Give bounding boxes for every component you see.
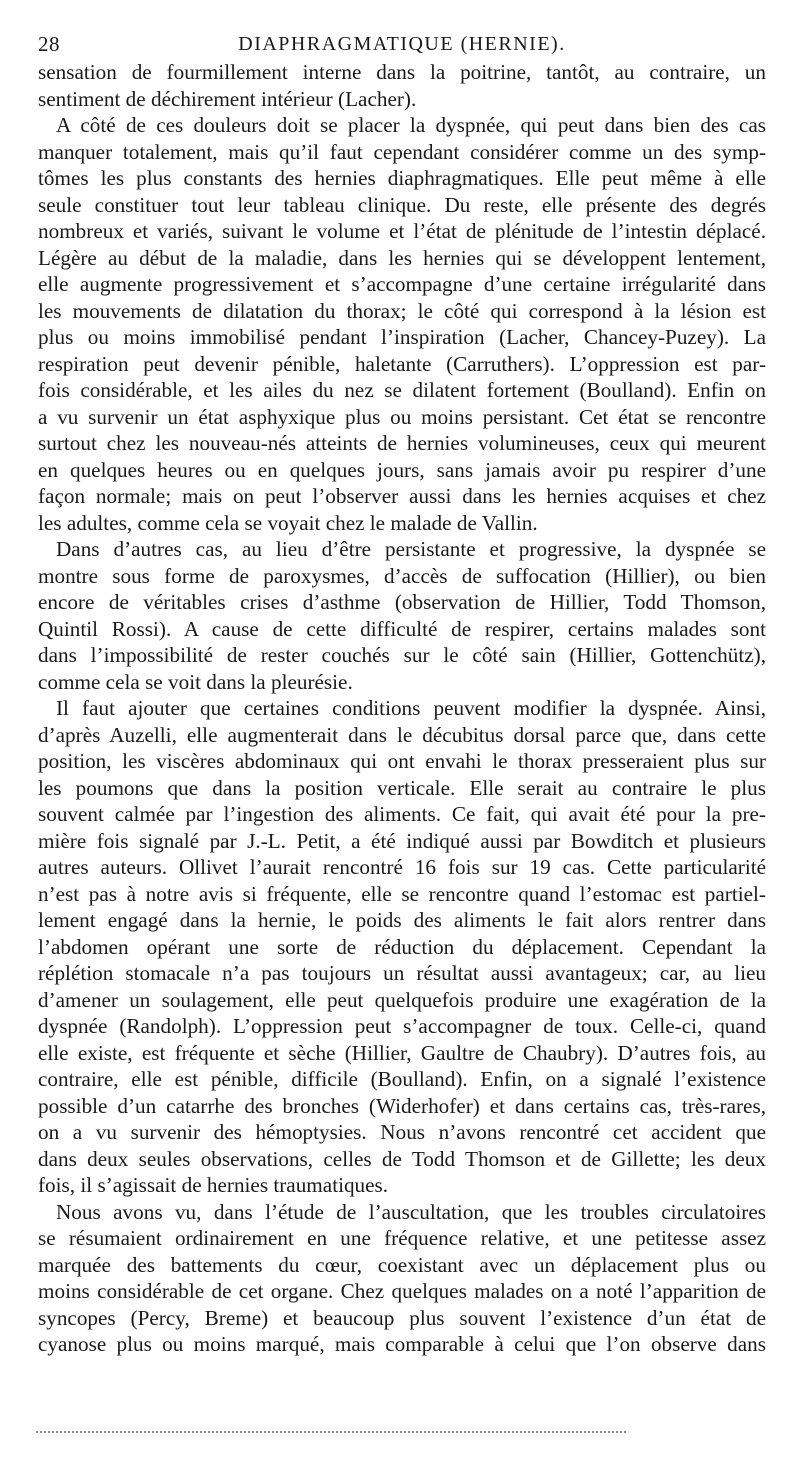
text-line: Nous avons vu, dans l’étude de l’auscultation, que les troubles circulatoires [56, 1199, 766, 1224]
text-line: fois, il s’agissait de hernies traumatiques. [38, 1173, 389, 1197]
paragraph [38, 695, 766, 1199]
page-number: 28 [38, 32, 60, 56]
text-line: sensation de fourmillement interne dans la poitrine, tantôt, au contraire, un [38, 60, 766, 84]
text-line: syncopes (Percy, Breme) et beaucoup plus souvent l’existence d’un état de [38, 1305, 766, 1330]
text-line: Quintil Rossi). A cause de cette difficulté de respirer, certains malades sont [38, 616, 766, 641]
text-line: en quelques heures ou en quelques jours, sans jamais avoir pu respirer d’une [38, 457, 766, 482]
text-line: on a vu survenir des hémoptysies. Nous n’avons rencontré cet accident que [38, 1120, 766, 1144]
text-line: A côté de ces douleurs doit se placer la dyspnée, qui peut dans bien des cas [56, 113, 766, 137]
text-line: les mouvements de dilatation du thorax; le côté qui correspond à la lésion est [38, 298, 766, 323]
text-line: mière fois signalé par J.-L. Petit, a été indiqué aussi par Bowditch et plusieurs [38, 828, 766, 853]
text-line: marquée des battements du cœur, coexistant avec un déplacement plus ou [38, 1252, 766, 1277]
text-line: lement engagé dans la hernie, le poids des aliments le fait alors rentrer dans [38, 908, 766, 932]
text-line: Légère au début de la maladie, dans les hernies qui se développent lentement, [38, 245, 766, 270]
text-line: plus ou moins immobilisé pendant l’inspiration (Lacher, Chancey-Puzey). La [38, 325, 766, 349]
paragraph [38, 112, 766, 536]
text-line: manquer totalement, mais qu’il faut cependant considérer comme un des symp- [38, 139, 766, 164]
text-line: respiration peut devenir pénible, haletante (Carruthers). L’oppression est par- [38, 351, 766, 376]
text-line: n’est pas à notre avis si fréquente, elle se rencontre quand l’estomac est partiel- [38, 881, 766, 906]
text-line: les poumons que dans la position verticale. Elle serait au contraire le plus [38, 775, 766, 800]
text-line: les adultes, comme cela se voyait chez le malade de Vallin. [38, 510, 538, 535]
text-line: surtout chez les nouveau-nés atteints de hernies volumineuses, ceux qui meurent [38, 431, 766, 455]
text-line: dyspnée (Randolph). L’oppression peut s’accompagner de toux. Celle-ci, quand [38, 1014, 766, 1038]
text-line: Il faut ajouter que certaines conditions peuvent modifier la dyspnée. Ainsi, [56, 696, 766, 720]
text-line: a vu survenir un état asphyxique plus ou moins persistant. Cet état se rencontre [38, 404, 766, 429]
text-line: fois considérable, et les ailes du nez se dilatent fortement (Boulland). Enfin on [38, 378, 766, 402]
text-line: Dans d’autres cas, au lieu d’être persistante et progressive, la dyspnée se [56, 537, 766, 561]
text-line: comme cela se voit dans la pleurésie. [38, 669, 353, 694]
text-line: seule constituer tout leur tableau clinique. Du reste, elle présente des degrés [38, 192, 766, 217]
running-head [38, 30, 766, 58]
text-line: montre sous forme de paroxysmes, d’accès de suffocation (Hillier), ou bien [38, 563, 766, 588]
text-line: réplétion stomacale n’a pas toujours un résultat aussi avantageux; car, au lieu [38, 961, 766, 985]
text-line: d’après Auzelli, elle augmenterait dans le décubitus dorsal parce que, dans cette [38, 722, 766, 747]
text-line: dans l’impossibilité de rester couchés sur le côté sain (Hillier, Gottenchütz), [38, 643, 766, 667]
body-text [38, 59, 766, 1358]
running-title: DIAPHRAGMATIQUE (HERNIE). [238, 33, 566, 55]
paragraph [38, 1199, 766, 1358]
text-line: cyanose plus ou moins marqué, mais comparable à celui que l’on observe dans [38, 1332, 766, 1356]
text-line: tômes les plus constants des hernies diaphragmatiques. Elle peut même à elle [38, 166, 766, 190]
text-line: possible d’un catarrhe des bronches (Widerhofer) et dans certains cas, très-rares, [38, 1093, 766, 1118]
text-line: elle existe, est fréquente et sèche (Hillier, Gaultre de Chaubry). D’autres fois, au [38, 1040, 766, 1065]
text-line: façon normale; mais on peut l’observer aussi dans les hernies acquises et chez [38, 484, 766, 508]
text-line: elle augmente progressivement et s’accompagne d’une certaine irrégularité dans [38, 272, 766, 296]
paragraph [38, 59, 766, 112]
text-line: position, les viscères abdominaux qui ont envahi le thorax presseraient plus sur [38, 749, 766, 773]
text-line: autres auteurs. Ollivet l’aurait rencontré 16 fois sur 19 cas. Cette particularité [38, 855, 766, 879]
text-line: moins considérable de cet organe. Chez quelques malades on a noté l’apparition de [38, 1279, 766, 1303]
text-line: sentiment de déchirement intérieur (Lacher). [38, 86, 417, 111]
text-line: se résumaient ordinairement en une fréquence relative, et une petitesse assez [38, 1226, 766, 1250]
text-line: contraire, elle est pénible, difficile (Boulland). Enfin, on a signalé l’existence [38, 1067, 766, 1091]
paragraph [38, 536, 766, 695]
text-line: dans deux seules observations, celles de Todd Thomson et de Gillette; les deux [38, 1146, 766, 1171]
text-line: d’amener un soulagement, elle peut quelquefois produire une exagération de la [38, 987, 766, 1012]
text-line: l’abdomen opérant une sorte de réduction du déplacement. Cependant la [38, 934, 766, 959]
text-line: nombreux et variés, suivant le volume et l’état de plénitude de l’intestin déplacé. [38, 219, 766, 243]
footer-dotted-rule [36, 1431, 626, 1433]
text-line: encore de véritables crises d’asthme (observation de Hillier, Todd Thomson, [38, 590, 766, 614]
text-line: souvent calmée par l’ingestion des aliments. Ce fait, qui avait été pour la pre- [38, 802, 766, 826]
